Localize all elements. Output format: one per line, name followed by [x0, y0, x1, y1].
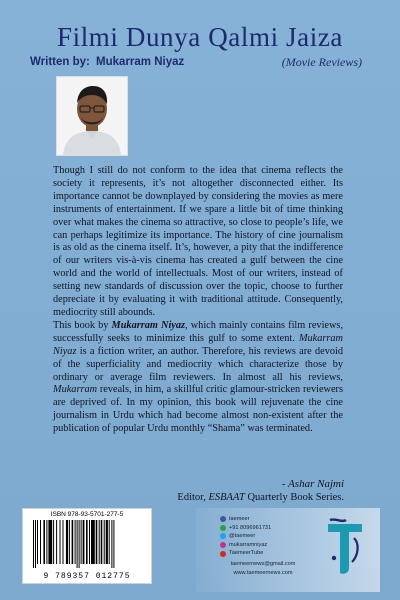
barcode-bar — [56, 520, 57, 564]
blurb-paragraph-2 — [53, 320, 343, 436]
barcode-bar — [99, 520, 100, 564]
reviewer-publication: ESBAAT — [208, 492, 245, 503]
barcode-bar — [101, 520, 103, 564]
instagram-icon — [220, 542, 226, 548]
barcode-bar — [72, 520, 74, 564]
author-portrait-icon — [57, 77, 127, 155]
twitter-icon — [220, 533, 226, 539]
reviewer-role-suffix: Quarterly Book Series. — [244, 492, 344, 503]
blurb-text-run: reveals, in him, a skillful critic glamour-stricken reviewers are deprived of. In my opinion, this book will rejuvenate the cine journalism in Urdu which had become almost non-existent after the publication of popular Urdu monthly “Shama” was terminated. — [53, 384, 343, 435]
barcode-bar — [53, 520, 54, 564]
contact-text: @taemeer — [229, 533, 256, 540]
barcode-bar — [66, 520, 68, 564]
isbn-digits: 9 789357 012775 — [43, 572, 131, 581]
facebook-icon — [220, 516, 226, 522]
contact-text: TaemeerTube — [229, 550, 264, 557]
barcode-bar — [48, 520, 50, 564]
barcode-bar — [93, 520, 95, 564]
barcode-bar — [89, 520, 90, 564]
barcode-bar — [106, 520, 108, 564]
barcode-bar — [43, 520, 45, 564]
blurb-text-run: This book by — [53, 319, 112, 331]
barcode-bar — [104, 520, 105, 564]
contact-text: taemeer — [229, 516, 250, 522]
barcode-bar — [109, 520, 110, 564]
barcode-bar — [81, 520, 82, 564]
publisher-logo-icon — [324, 518, 366, 576]
contact-row — [220, 515, 306, 524]
barcode-bar — [111, 520, 112, 568]
reviewer-role-prefix: Editor, — [177, 492, 209, 503]
contact-list — [220, 515, 306, 577]
blurb-paragraph-1: Though I still do not conform to the idea that cinema reflects the society it represents, it’s not altogether disconnected either. Its importance cannot be downplayed by considering the movies as mere instruments of entertainment. If we spare a little bit of time thinking over what makes the cinema so attractive, so close to people’s life, we can perhaps legitimize its importance. The history of cine journalism is as old as the cinema itself. It’s, however, a pity that the indifference of our writers vis-à-vis cinema has created a gulf between the cine world and the world of intellectuals. Most of our writers, instead of setting new standards of discussion over the topic, choose to further depreciate it by evaluating it with traditional attitude. Consequently, mediocrity still abounds. — [53, 165, 343, 318]
reviewer-role — [177, 492, 344, 503]
barcode-bar — [96, 520, 98, 564]
barcode-bar — [113, 520, 114, 568]
blurb-text — [53, 165, 343, 436]
barcode-bar — [63, 520, 64, 564]
youtube-icon — [220, 551, 226, 557]
barcode-bar — [79, 520, 80, 568]
barcode-icon — [31, 520, 143, 568]
book-title: Filmi Dunya Qalmi Jaiza — [56, 22, 343, 52]
barcode-bar — [40, 520, 41, 564]
barcode-bar — [77, 520, 78, 568]
phone-icon — [220, 525, 226, 531]
barcode-bar — [37, 520, 38, 564]
barcode-bar — [83, 520, 85, 564]
written-by-label: Written by: — [30, 56, 90, 68]
blurb-text-run: is a fiction writer, an author. Therefore, his reviews are devoid of the superficiality and mediocrity which characterize those by ordinary or average film reviewers. In almost all his reviews, — [53, 345, 343, 383]
blurb-text-run: , which mainly contains film reviews, successfully seeks to minimize this gulf to some extent. — [53, 319, 344, 344]
contact-row — [220, 549, 306, 558]
contact-text: mukarramniyaz — [229, 541, 268, 548]
author-photo — [56, 76, 128, 156]
book-subtitle: (Movie Reviews) — [281, 55, 362, 69]
author-name: Mukarram Niyaz — [96, 56, 185, 68]
barcode-bar — [75, 520, 76, 564]
contact-row — [220, 541, 306, 550]
barcode-bar — [91, 520, 93, 564]
isbn-barcode — [22, 508, 152, 584]
barcode-bar — [86, 520, 88, 564]
contact-row — [220, 532, 306, 541]
contact-panel — [196, 508, 380, 592]
contact-row — [220, 524, 306, 533]
isbn-label: ISBN 978-93-5701-277-5 — [50, 511, 124, 518]
barcode-bar — [50, 520, 52, 564]
reviewer-name: - Ashar Najmi — [281, 478, 344, 490]
blurb-author-name: Mukarram — [53, 384, 98, 396]
barcode-bar — [33, 520, 34, 568]
contact-email: taemeernews@gmail.com — [230, 560, 296, 567]
barcode-bar — [35, 520, 36, 568]
blurb-author-name: Mukarram Niyaz — [53, 332, 343, 357]
barcode-bar — [60, 520, 61, 564]
barcode-bar — [69, 520, 70, 564]
contact-website: www.taemeernews.com — [233, 569, 293, 576]
blurb-author-name: Mukarram Niyaz — [111, 319, 186, 331]
barcode-bar — [46, 520, 47, 564]
contact-text: +91 8096961731 — [229, 524, 272, 531]
byline — [30, 56, 184, 68]
